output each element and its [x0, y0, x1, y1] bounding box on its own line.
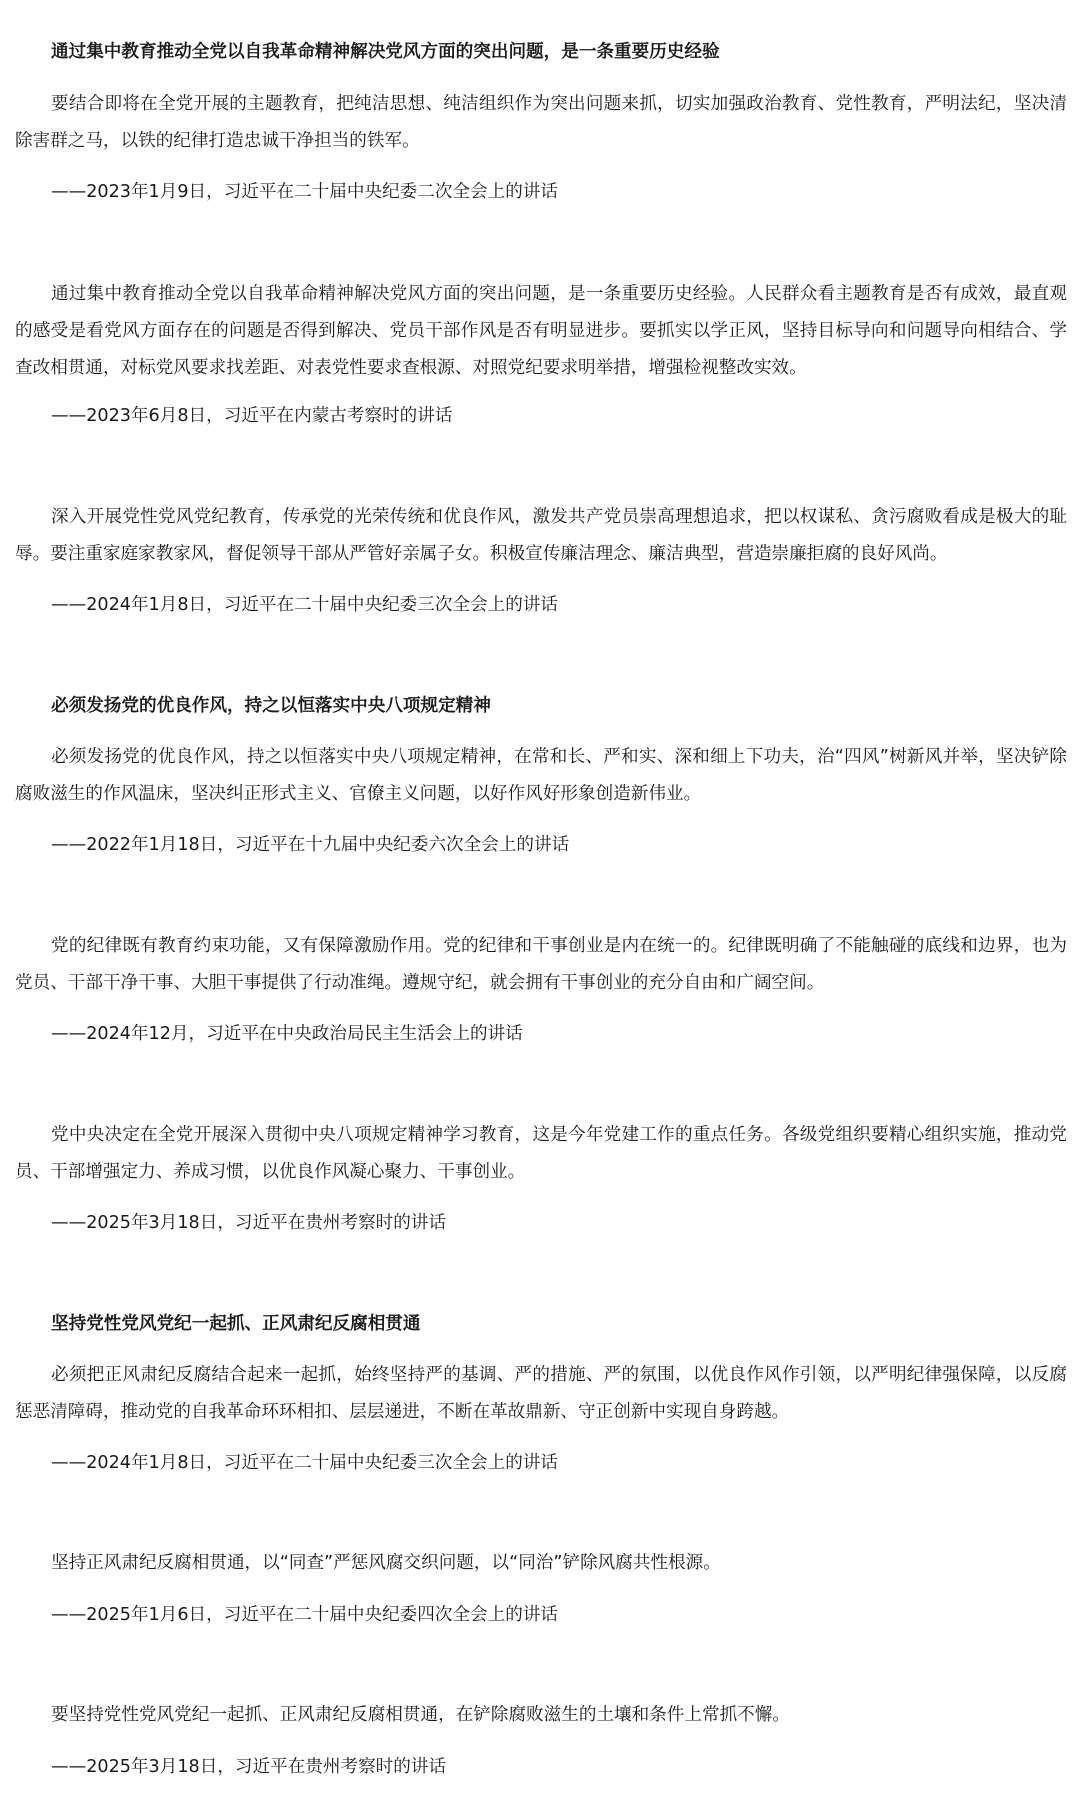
quote-text: 必须发扬党的优良作风，持之以恒落实中央八项规定精神，在常和长、严和实、深和细上下功夫，治“四风”树新风并举，坚决铲除腐败滋生的作风温床，坚决纠正形式主义、官僚主义问题，以好作风好形象创造新伟业。: [15, 747, 1067, 804]
quote-source: ——2025年3月18日，习近平在贵州考察时的讲话: [51, 1757, 447, 1777]
quote-text: 必须把正风肃纪反腐结合起来一起抓，始终坚持严的基调、严的措施、严的氛围，以优良作风作引领，以严明纪律强保障，以反腐惩恶清障碍，推动党的自我革命环环相扣、层层递进，不断在革故鼎新、守正创新中实现自身跨越。: [15, 1365, 1067, 1422]
section-heading: 通过集中教育推动全党以自我革命精神解决党风方面的突出问题，是一条重要历史经验: [51, 42, 720, 62]
quote-source: ——2025年1月6日，习近平在二十届中央纪委四次全会上的讲话: [51, 1605, 559, 1625]
quote-text: 通过集中教育推动全党以自我革命精神解决党风方面的突出问题，是一条重要历史经验。人民群众看主题教育是否有成效，最直观的感受是看党风方面存在的问题是否得到解决、党员干部作风是否有明显进步。要抓实以学正风，坚持目标导向和问题导向相结合、学查改相贯通，对标党风要求找差距、对表党性要求查根源、对照党纪要求明举措，增强检视整改实效。: [15, 284, 1067, 378]
quote-source: ——2023年1月9日，习近平在二十届中央纪委二次全会上的讲话: [51, 182, 559, 202]
quote-source: ——2023年6月8日，习近平在内蒙古考察时的讲话: [51, 406, 453, 426]
quote-source: ——2024年12月，习近平在中央政治局民主生活会上的讲话: [51, 1024, 523, 1044]
quote-source: ——2022年1月18日，习近平在十九届中央纪委六次全会上的讲话: [51, 835, 570, 855]
quote-text: 党中央决定在全党开展深入贯彻中央八项规定精神学习教育，这是今年党建工作的重点任务。各级党组织要精心组织实施，推动党员、干部增强定力、养成习惯，以优良作风凝心聚力、干事创业。: [15, 1125, 1067, 1182]
quote-text: 坚持正风肃纪反腐相贯通，以“同查”严惩风腐交织问题，以“同治”铲除风腐共性根源。: [51, 1553, 721, 1573]
quote-text: 深入开展党性党风党纪教育，传承党的光荣传统和优良作风，激发共产党员崇高理想追求，把以权谋私、贪污腐败看成是极大的耻辱。要注重家庭家教家风，督促领导干部从严管好亲属子女。积极宣传廉洁理念、廉洁典型，营造崇廉拒腐的良好风尚。: [15, 507, 1067, 564]
section-heading: 坚持党性党风党纪一起抓、正风肃纪反腐相贯通: [51, 1314, 421, 1334]
quote-text: 要结合即将在全党开展的主题教育，把纯洁思想、纯洁组织作为突出问题来抓，切实加强政治教育、党性教育，严明法纪，坚决清除害群之马，以铁的纪律打造忠诚干净担当的铁军。: [15, 94, 1067, 151]
quote-source: ——2024年1月8日，习近平在二十届中央纪委三次全会上的讲话: [51, 1453, 559, 1473]
quote-text: 党的纪律既有教育约束功能，又有保障激励作用。党的纪律和干事创业是内在统一的。纪律既明确了不能触碰的底线和边界，也为党员、干部干净干事、大胆干事提供了行动准绳。遵规守纪，就会拥有干事创业的充分自由和广阔空间。: [15, 936, 1067, 993]
quote-text: 要坚持党性党风党纪一起抓、正风肃纪反腐相贯通，在铲除腐败滋生的土壤和条件上常抓不懈。: [51, 1705, 790, 1725]
section-heading: 必须发扬党的优良作风，持之以恒落实中央八项规定精神: [51, 696, 491, 716]
quote-source: ——2024年1月8日，习近平在二十届中央纪委三次全会上的讲话: [51, 595, 559, 615]
quote-source: ——2025年3月18日，习近平在贵州考察时的讲话: [51, 1213, 447, 1233]
